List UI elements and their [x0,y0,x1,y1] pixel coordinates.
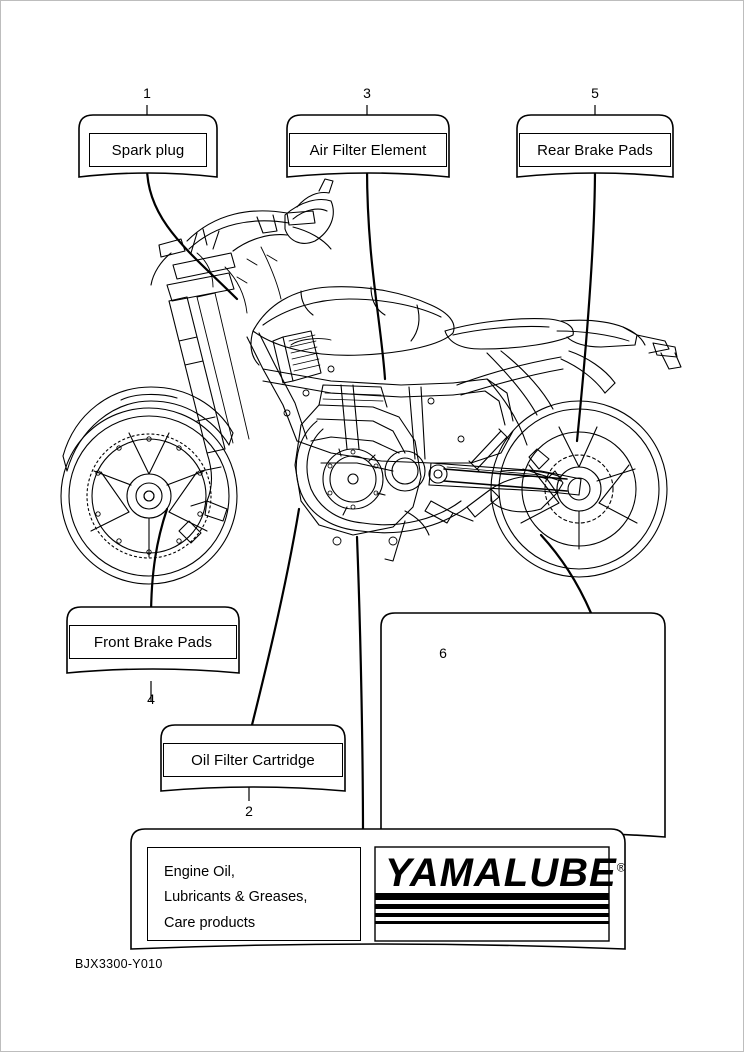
registered-trademark-icon: ® [616,860,627,875]
ref-number-4: 4 [147,691,155,707]
ref-number-3: 3 [363,85,371,101]
callout-spark-plug-label: Spark plug [111,141,185,159]
yamalube-wordmark: YAMALUBE® [385,851,627,895]
fluids-line-2: Lubricants & Greases, [164,889,308,906]
callout-front-brake-pads-label: Front Brake Pads [93,633,213,651]
yamalube-frame [1,1,744,1053]
ref-number-2: 2 [245,803,253,819]
ref-number-6: 6 [439,645,447,661]
drawing-code: BJX3300-Y010 [75,957,163,971]
callout-oil-filter-cartridge-label: Oil Filter Cartridge [191,751,315,769]
callout-rear-brake-pads-label: Rear Brake Pads [537,141,653,159]
ref-number-1: 1 [143,85,151,101]
fluids-line-3: Care products [164,914,256,931]
fluids-line-1: Engine Oil, [164,864,235,880]
ref-number-5: 5 [591,85,599,101]
callout-air-filter-element-label: Air Filter Element [309,141,427,159]
